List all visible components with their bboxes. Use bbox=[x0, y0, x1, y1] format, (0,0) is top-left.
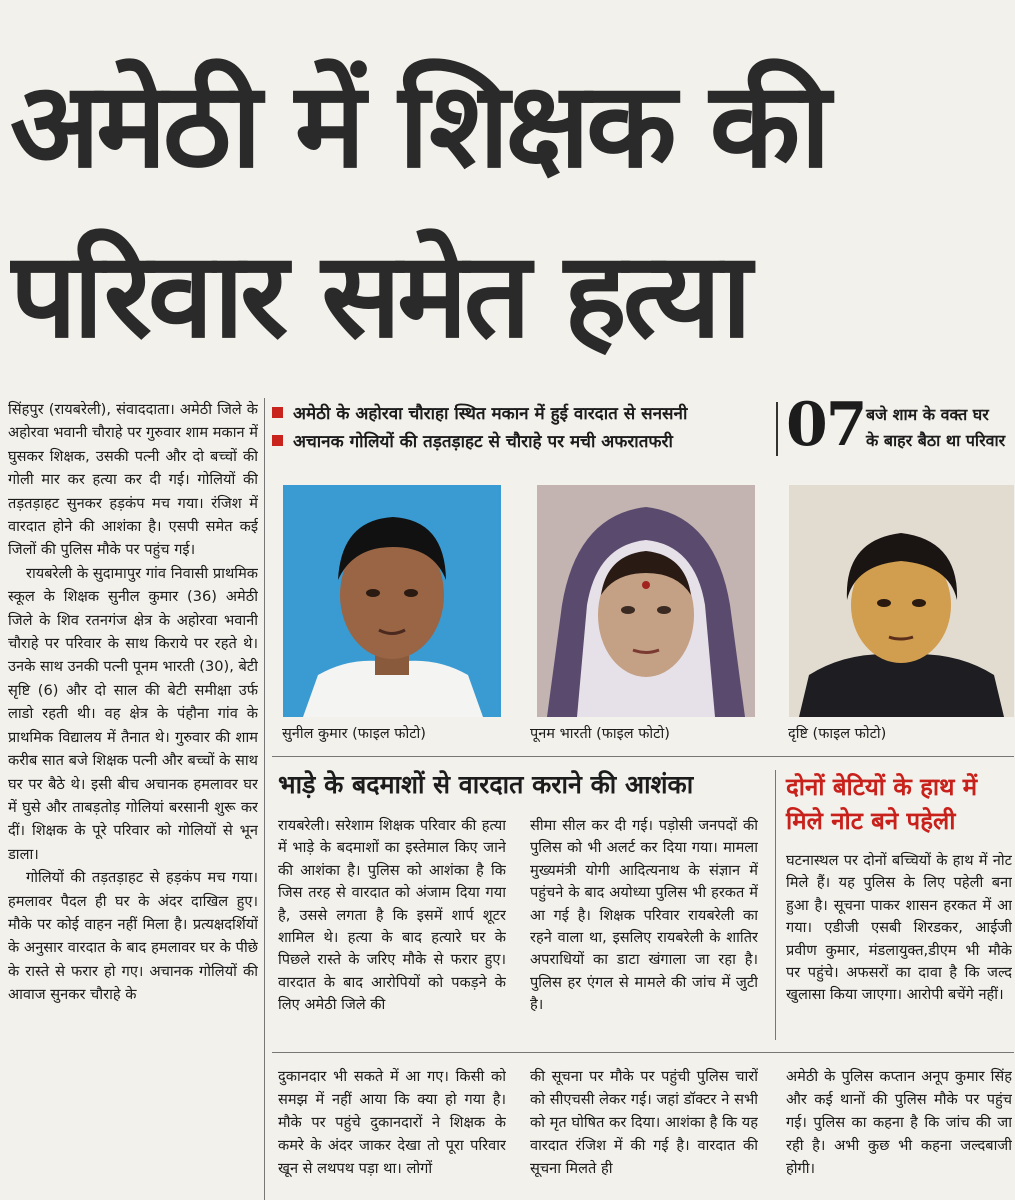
bullet-1: अमेठी के अहोरवा चौराहा स्थित मकान में हुई वारदात से सनसनी bbox=[272, 400, 772, 428]
bullet-rule bbox=[776, 402, 778, 456]
left-para-2: रायबरेली के सुदामापुर गांव निवासी प्राथमिक स्कूल के शिक्षक सुनील कुमार (36) अमेठी जिले के शिव रतनगंज क्षेत्र के अहोरवा भवानी चौराहे पर परिवार के साथ किराये पर रहते थे। उनके साथ उनकी पत्नी पूनम भारती (30), बेटी सृष्टि (6) और दो साल की बेटी समीक्षा उर्फ लाडो रहती थी। वह क्षेत्र के पंहौना गांव के प्राथमिक विद्यालय में तैनात थे। गुरुवार की शाम करीब सात बजे शिक्षक पत्नी और बच्चों के साथ घर पर बैठे थे। इसी बीच अचानक हमलावर घर में घुसे और ताबड़तोड़ गोलियां बरसानी शुरू कर दीं। शिक्षक के पूरे परिवार को गोलियों से भून डाला। bbox=[8, 564, 258, 863]
time-caption: बजे शाम के वक्त घर के बाहर बैठा था परिवार bbox=[866, 405, 1006, 450]
bottom-rule bbox=[272, 1052, 1014, 1053]
bottom-column-1: दुकानदार भी सकते में आ गए। किसी को समझ में नहीं आया कि क्या हो गया है। मौके पर पहुंचे दुकानदारों ने शिक्षक के कमरे के अंदर जाकर देखा तो पूरा परिवार खून से लथपथ पड़ा था। लोगों bbox=[278, 1068, 506, 1177]
caption-photo-2: पूनम भारती (फाइल फोटो) bbox=[530, 726, 670, 742]
left-para-1: सिंहपुर (रायबरेली), संवाददाता। अमेठी जिले के अहोरवा भवानी चौराहे पर गुरुवार शाम मकान में घुसकर शिक्षक, उसकी पत्नी और दो बच्चों की गोली मार कर हत्या कर दी गई। गोलियों की तड़तड़ाहट सुनकर हड़कंप मच गया। रंजिश में वारदात होने की आशंका है। एसपी समेत कई जिलों की पुलिस मौके पर पहुंच गई। bbox=[8, 401, 258, 559]
photo-sunil-kumar bbox=[283, 485, 501, 717]
highlight-bullets bbox=[272, 400, 772, 456]
caption-photo-3: दृष्टि (फाइल फोटो) bbox=[788, 726, 887, 742]
headline-line-1: अमेठी में शिक्षक की bbox=[10, 56, 827, 194]
side-body: घटनास्थल पर दोनों बच्चियों के हाथ में नोट मिले हैं। यह पुलिस के लिए पहेली बना हुआ है। सूचना पाकर शासन हरकत में आ गया। एडीजी एसबी शिरडकर, आईजी प्रवीण कुमार, मंडलायुक्त,डीएम भी मौके पर पहुंचे। अफसरों का दावा है कि जल्द खुलासा किया जाएगा। आरोपी बचेंगे नहीं। bbox=[786, 852, 1012, 1004]
mid-column-2: सीमा सील कर दी गई। पड़ोसी जनपदों की पुलिस को भी अलर्ट कर दिया गया। मामला मुख्यमंत्री योगी आदित्यनाथ के संज्ञान में पहुंचने के बाद अयोध्या पुलिस भी हरकत में आ गई है। शिक्षक परिवार रायबरेली का रहने वाला था, इसलिए रायबरेली के शातिर अपराधियों का डाटा खंगाला जा रहा है। पुलिस हर एंगल से मामले की जांच में जुटी है। bbox=[530, 817, 758, 1014]
time-number: 07 bbox=[786, 390, 866, 460]
bottom-column-3: अमेठी के पुलिस कप्तान अनूप कुमार सिंह और कई थानों की पुलिस मौके पर पहुंच गई। पुलिस का कहना है कि जांच की जा रही है। अभी कुछ भी कहना जल्दबाजी होगी। bbox=[786, 1068, 1012, 1177]
headline-line-2: परिवार समेत हत्या bbox=[10, 226, 748, 364]
side-rule bbox=[775, 770, 776, 1040]
column-rule bbox=[264, 398, 265, 1200]
bullet-2: अचानक गोलियों की तड़तड़ाहट से चौराहे पर मची अफरातफरी bbox=[272, 428, 772, 456]
left-para-3: गोलियों की तड़तड़ाहट से हड़कंप मच गया। हमलावर पैदल ही घर के अंदर दाखिल हुए। मौके पर कोई वाहन नहीं मिला है। प्रत्यक्षदर्शियों के अनुसार वारदात के बाद हमलावर घर के पीछे के रास्ते से फरार हो गए। अचानक गोलियों की आवाज सुनकर चौराहे के bbox=[8, 869, 258, 1004]
bottom-column-2: की सूचना पर मौके पर पहुंची पुलिस चारों को सीएचसी लेकर गई। जहां डॉक्टर ने सभी को मृत घोषित कर दिया। आशंका है कि यह वारदात रंजिश में की गई है। वारदात की सूचना मिलते ही bbox=[530, 1068, 758, 1177]
mid-top-rule bbox=[272, 756, 1014, 757]
caption-photo-1: सुनील कुमार (फाइल फोटो) bbox=[282, 726, 426, 742]
left-column bbox=[8, 398, 258, 1200]
side-subhead: दोनों बेटियों के हाथ में मिले नोट बने पहेली bbox=[786, 773, 978, 835]
photo-drishti bbox=[789, 485, 1014, 717]
red-square-icon bbox=[272, 407, 283, 418]
red-square-icon bbox=[272, 435, 283, 446]
photo-poonam-bharti bbox=[537, 485, 755, 717]
headline bbox=[10, 40, 1010, 380]
mid-subhead: भाड़े के बदमाशों से वारदात कराने की आशंका bbox=[278, 770, 694, 799]
mid-column-1: रायबरेली। सरेशाम शिक्षक परिवार की हत्या में भाड़े के बदमाशों का इस्तेमाल किए जाने की आशंका है। पुलिस को आशंका है कि जिस तरह से वारदात को अंजाम दिया गया है, उससे लगता है कि इसमें शार्प शूटर शामिल थे। हत्या के बाद हत्यारे घर के पिछले रास्ते के जरिए मौके से फरार हुए। वारदात के बाद आरोपियों को पकड़ने के लिए अमेठी जिले की bbox=[278, 817, 506, 1014]
